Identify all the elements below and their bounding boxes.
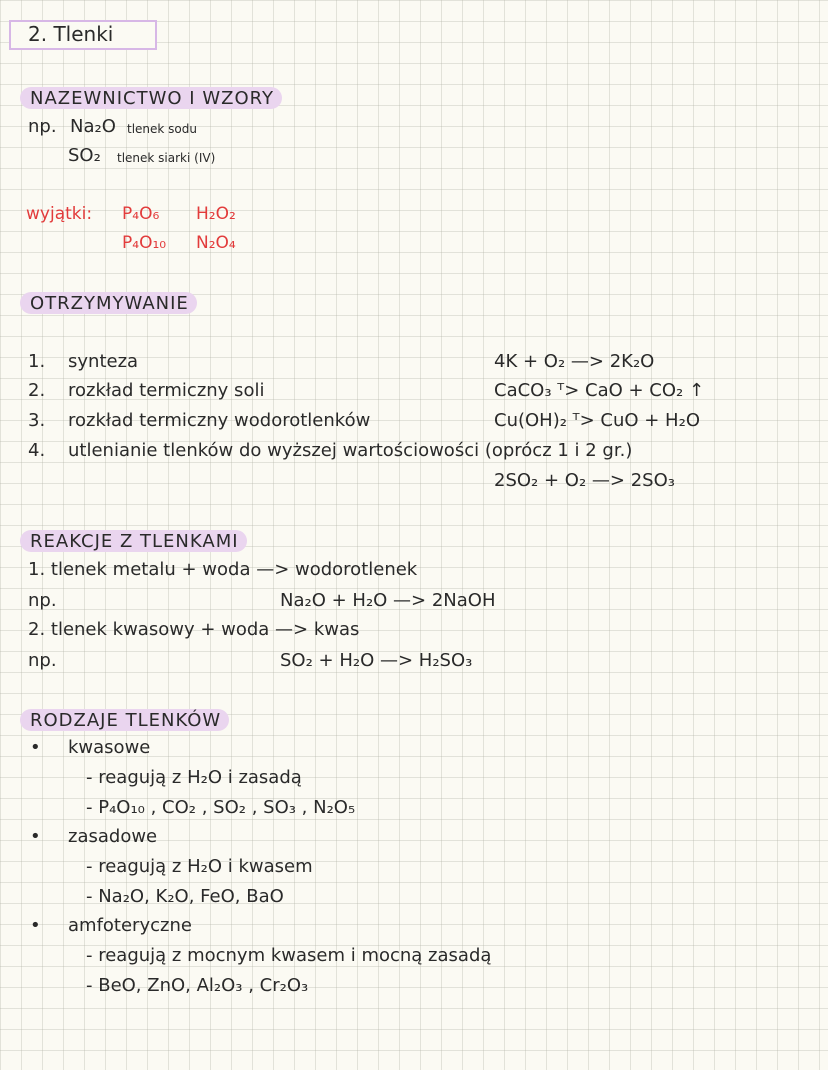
reaction-2-np: np. <box>28 650 57 671</box>
type-amphoteric-examples: - BeO, ZnO, Al₂O₃ , Cr₂O₃ <box>86 975 309 996</box>
exception-h2o2: H₂O₂ <box>196 204 236 224</box>
reaction-2: 2. tlenek kwasowy + woda —> kwas <box>28 619 360 640</box>
obtain-eq-2: CaCO₃ ᵀ> CaO + CO₂ ↑ <box>494 380 705 401</box>
obtain-num-1: 1. <box>28 351 46 372</box>
bullet-basic: • <box>30 826 41 847</box>
page-title: 2. Tlenki <box>28 22 114 46</box>
reaction-1-np: np. <box>28 590 57 611</box>
exception-p4o6: P₄O₆ <box>122 204 160 224</box>
obtain-text-1: synteza <box>68 351 139 372</box>
bullet-acidic: • <box>30 737 41 758</box>
type-basic-reacts: - reagują z H₂O i kwasem <box>86 856 313 877</box>
reaction-2-eq: SO₂ + H₂O —> H₂SO₃ <box>280 650 473 671</box>
type-acidic-reacts: - reagują z H₂O i zasadą <box>86 767 302 788</box>
obtain-eq-4: 2SO₂ + O₂ —> 2SO₃ <box>494 470 675 491</box>
heading-reactions: REAKCJE Z TLENKAMI <box>20 530 247 552</box>
obtain-text-2: rozkład termiczny soli <box>68 380 265 401</box>
obtain-text-3: rozkład termiczny wodorotlenków <box>68 410 371 431</box>
formula-na2o: Na₂O <box>70 116 116 137</box>
np-label: np. <box>28 116 57 137</box>
obtain-num-3: 3. <box>28 410 46 431</box>
obtain-eq-1: 4K + O₂ —> 2K₂O <box>494 351 655 372</box>
obtain-num-2: 2. <box>28 380 46 401</box>
reaction-1: 1. tlenek metalu + woda —> wodorotlenek <box>28 559 418 580</box>
exception-n2o4: N₂O₄ <box>196 233 236 253</box>
type-basic-examples: - Na₂O, K₂O, FeO, BaO <box>86 886 284 907</box>
bullet-amphoteric: • <box>30 915 41 936</box>
obtain-num-4: 4. <box>28 440 46 461</box>
type-acidic: kwasowe <box>68 737 151 758</box>
reaction-1-eq: Na₂O + H₂O —> 2NaOH <box>280 590 496 611</box>
type-basic: zasadowe <box>68 826 158 847</box>
exception-p4o10: P₄O₁₀ <box>122 233 167 253</box>
heading-obtaining: OTRZYMYWANIE <box>20 292 197 314</box>
type-amphoteric-reacts: - reagują z mocnym kwasem i mocną zasadą <box>86 945 492 966</box>
exceptions-label: wyjątki: <box>26 204 93 224</box>
obtain-text-4: utlenianie tlenków do wyższej wartościowości (oprócz 1 i 2 gr.) <box>68 440 633 461</box>
name-so2: tlenek siarki (IV) <box>117 151 216 165</box>
formula-so2: SO₂ <box>68 145 101 166</box>
type-amphoteric: amfoteryczne <box>68 915 192 936</box>
type-acidic-examples: - P₄O₁₀ , CO₂ , SO₂ , SO₃ , N₂O₅ <box>86 797 356 818</box>
heading-nomenclature: NAZEWNICTWO I WZORY <box>20 87 282 109</box>
obtain-eq-3: Cu(OH)₂ ᵀ> CuO + H₂O <box>494 410 700 431</box>
name-na2o: tlenek sodu <box>127 122 197 136</box>
heading-types: RODZAJE TLENKÓW <box>20 709 229 731</box>
